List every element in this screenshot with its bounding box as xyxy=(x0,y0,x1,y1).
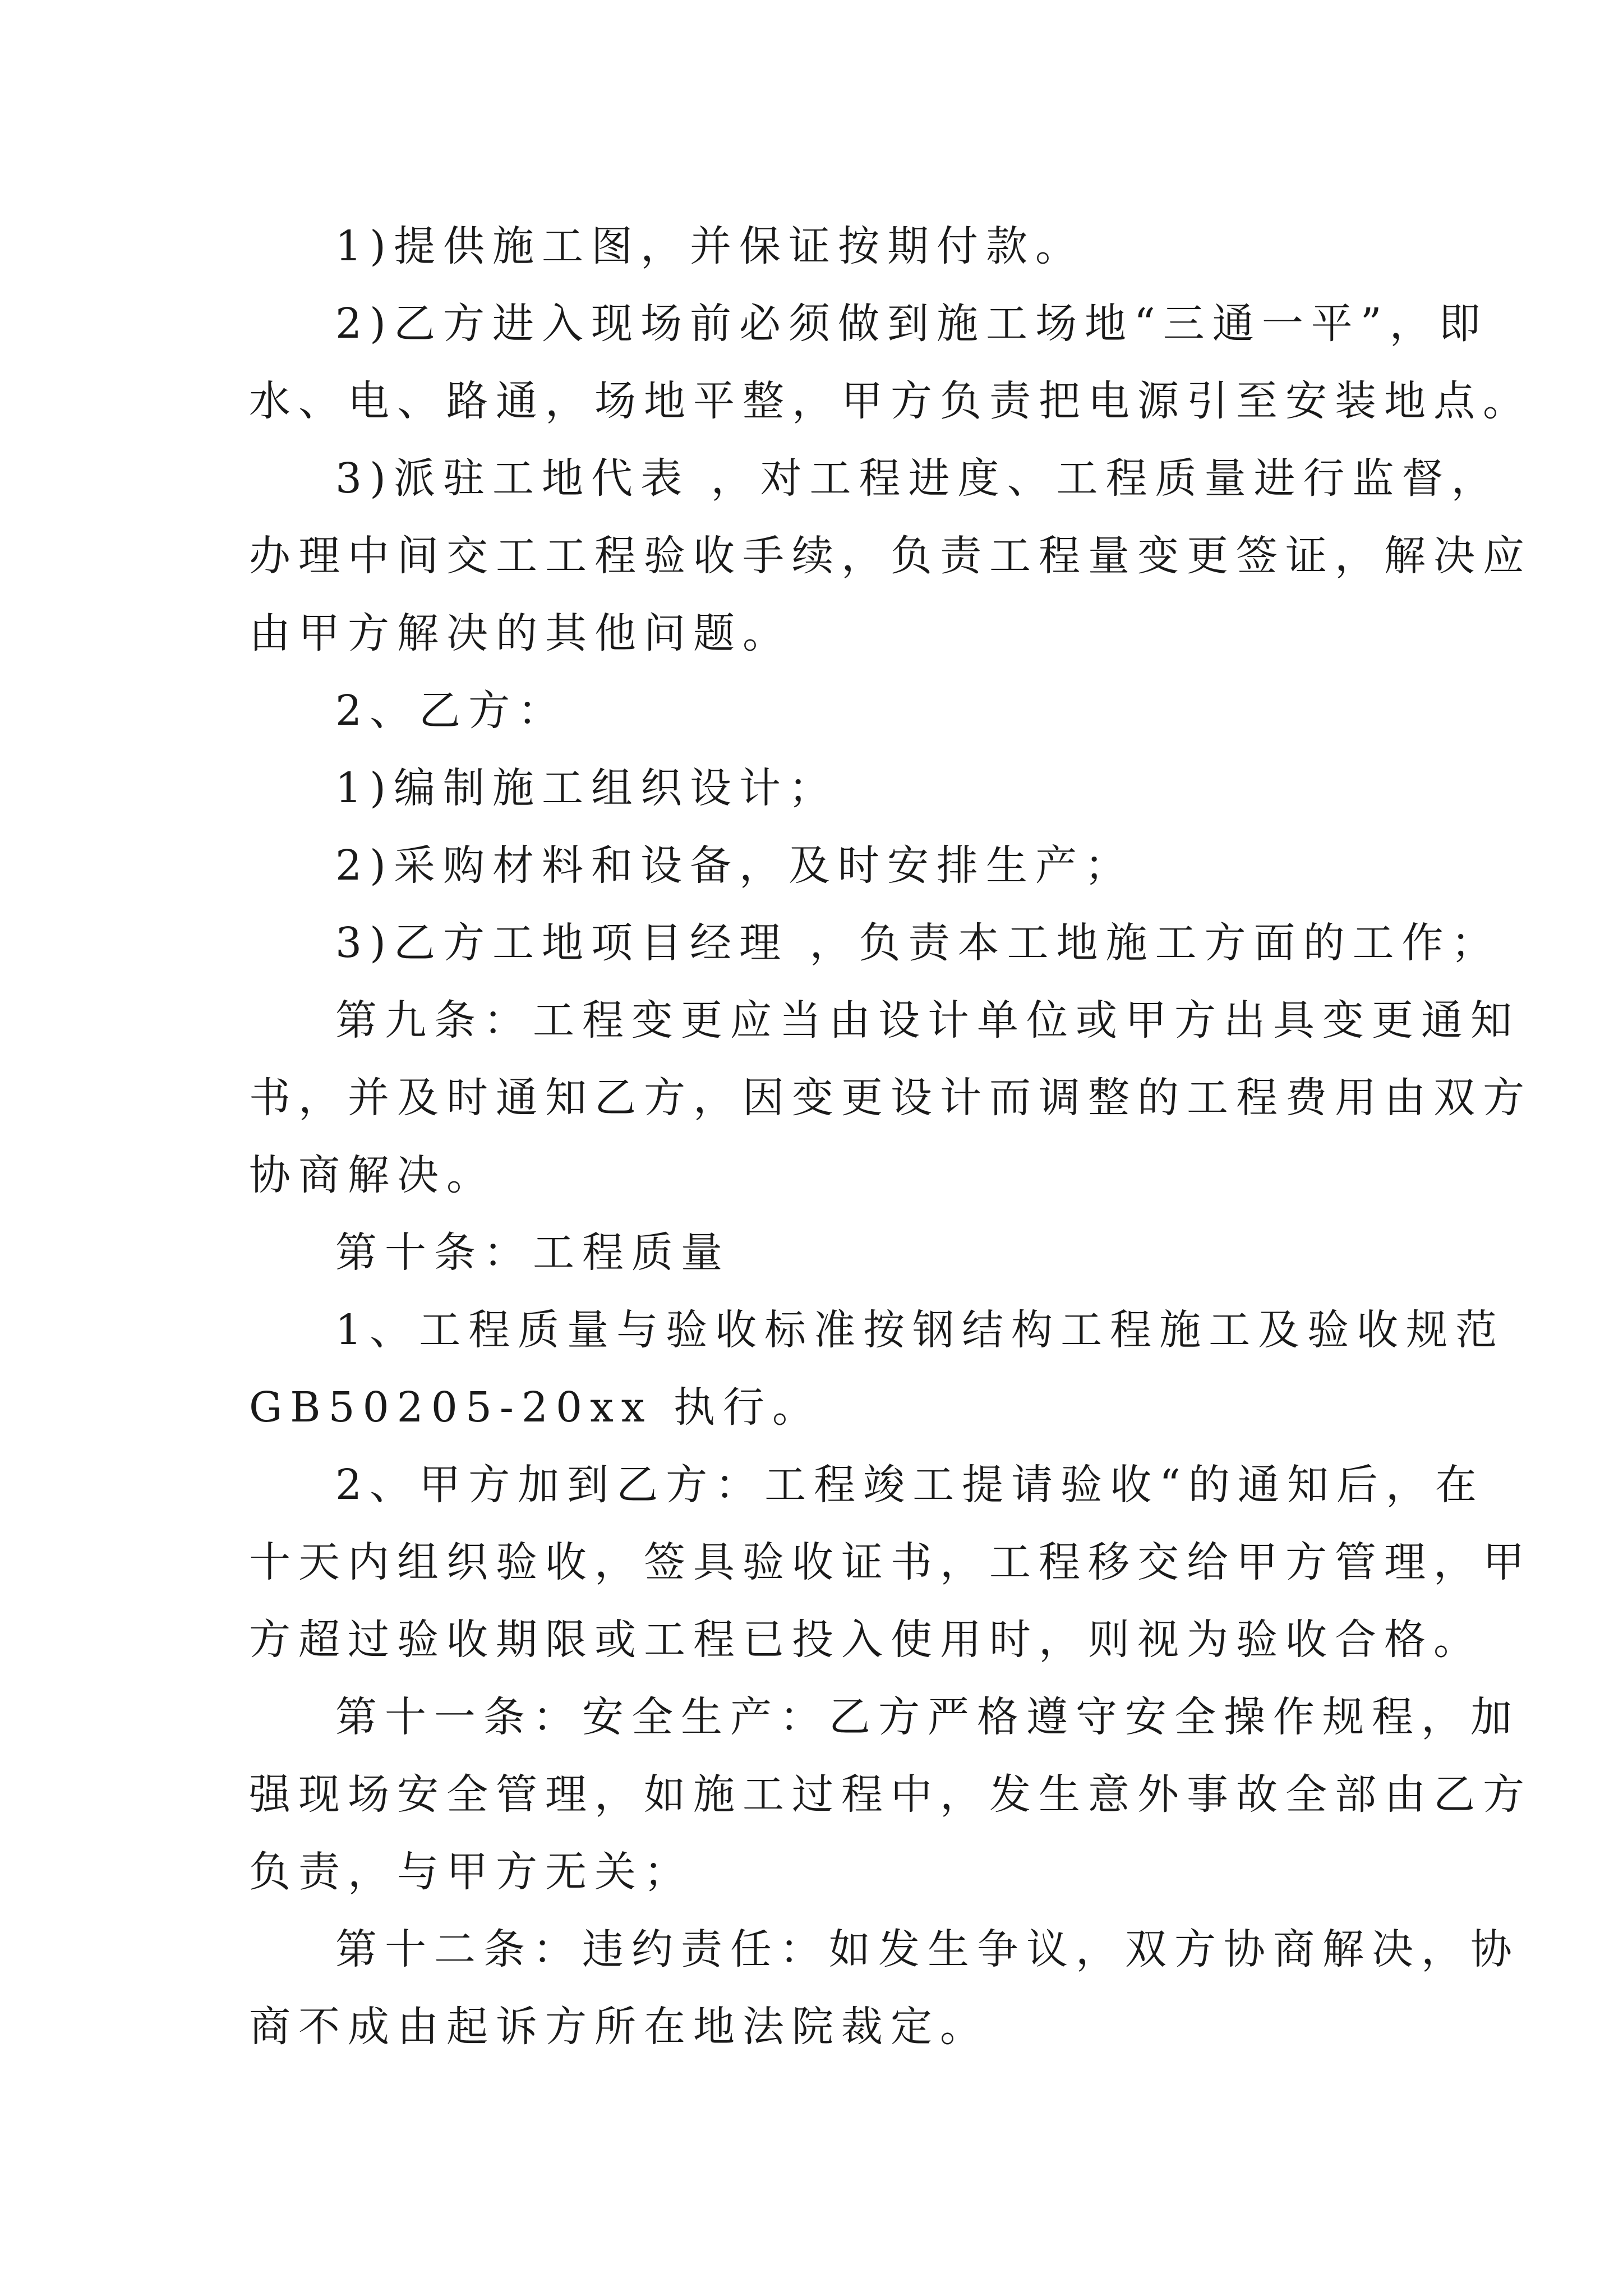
paragraph xyxy=(249,749,1393,827)
text-line: 负责，与甲方无关； xyxy=(249,1848,693,1896)
text-line: 2、甲方加到乙方：工程竣工提请验收“的通知后，在 xyxy=(335,1461,1484,1509)
text-line: 第十二条：违约责任：如发生争议，双方协商解决，协 xyxy=(335,1925,1520,1973)
text-line: 协商解决。 xyxy=(249,1151,496,1199)
text-line: 书，并及时通知乙方，因变更设计而调整的工程费用由双方 xyxy=(249,1074,1532,1122)
paragraph xyxy=(249,285,1532,440)
paragraph xyxy=(249,1214,1393,1291)
text-line: 1、工程质量与验收标准按钢结构工程施工及验收规范 xyxy=(335,1306,1505,1354)
paragraph xyxy=(249,982,1532,1214)
text-line: 2、乙方： xyxy=(335,687,568,735)
text-line: 水、电、路通，场地平整，甲方负责把电源引至安装地点。 xyxy=(249,377,1532,425)
text-line: 第九条：工程变更应当由设计单位或甲方出具变更通知 xyxy=(335,996,1520,1045)
text-line: 第十一条：安全生产：乙方严格遵守安全操作规程，加 xyxy=(335,1693,1520,1741)
text-line: 2)采购材料和设备，及时安排生产； xyxy=(335,841,1134,890)
paragraph xyxy=(249,208,1393,285)
paragraph xyxy=(249,1911,1520,2065)
text-line: 由甲方解决的其他问题。 xyxy=(249,609,792,657)
paragraph xyxy=(249,904,1501,982)
text-line: 商不成由起诉方所在地法院裁定。 xyxy=(249,2003,989,2051)
text-line: 1)编制施工组织设计； xyxy=(335,764,838,812)
text-line: 方超过验收期限或工程已投入使用时，则视为验收合格。 xyxy=(249,1616,1483,1664)
text-line: 强现场安全管理，如施工过程中，发生意外事故全部由乙方 xyxy=(249,1770,1532,1819)
text-line: 3)乙方工地项目经理 ，负责本工地施工方面的工作； xyxy=(335,919,1501,967)
text-line: 第十条：工程质量 xyxy=(335,1228,730,1277)
paragraph xyxy=(249,827,1393,904)
paragraph xyxy=(249,1678,1532,1911)
document-page xyxy=(249,208,1532,2065)
text-line: 十天内组织验收，签具验收证书，工程移交给甲方管理，甲 xyxy=(249,1538,1532,1586)
paragraph xyxy=(249,1291,1505,1446)
text-line: 1)提供施工图，并保证按期付款。 xyxy=(335,222,1085,270)
paragraph xyxy=(249,1446,1532,1678)
paragraph xyxy=(249,440,1532,672)
text-line: 3)派驻工地代表 ，对工程进度、工程质量进行监督， xyxy=(335,454,1501,503)
text-line: GB50205-20xx 执行。 xyxy=(249,1383,822,1432)
text-line: 办理中间交工工程验收手续，负责工程量变更签证，解决应 xyxy=(249,532,1532,580)
text-line: 2)乙方进入现场前必须做到施工场地“三通一平”，即 xyxy=(335,300,1488,348)
paragraph xyxy=(249,672,1393,749)
